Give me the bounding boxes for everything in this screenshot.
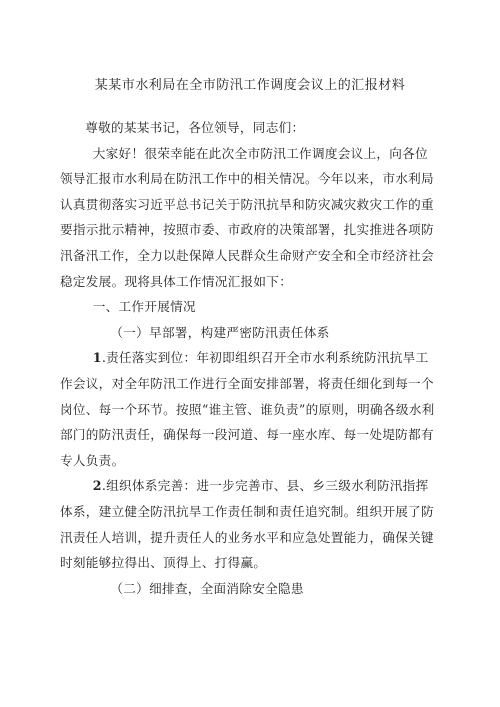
subsection-heading-1: （一）早部署，构建严密防汛责任体系 bbox=[110, 324, 330, 340]
list-item-2-text: .组织体系完善：进一步完善市、县、乡三级水利防汛指挥体系，建立健全防汛抗旱工作责任制和责任追究制。组织开展了防汛责任人培训，提升责任人的业务水平和应急处置能力，确保关键时刻能够拉得出、顶得上、打得赢。 bbox=[60, 478, 434, 571]
list-item-1 bbox=[60, 345, 440, 473]
document-body bbox=[60, 115, 440, 601]
list-item-2-number: 2 bbox=[92, 478, 102, 494]
document-title: 某某市水利局在全市防汛工作调度会议上的汇报材料 bbox=[94, 78, 406, 93]
salutation: 尊敬的某某书记，各位领导，同志们： bbox=[85, 120, 305, 135]
section-heading-1: 一、工作开展情况 bbox=[92, 299, 196, 315]
list-item-1-text: .责任落实到位：年初即组织召开全市水利系统防汛抗旱工作会议，对全年防汛工作进行全面安排部署，将责任细化到每一个岗位、每一个环节。按照“谁主管、谁负责”的原则，明确各级水利部门的防汛责任，确保每一段河道、每一座水库、每一处堤防都有专人负责。 bbox=[60, 350, 435, 468]
intro-paragraph: 大家好！很荣幸能在此次全市防汛工作调度会议上，向各位领导汇报市水利局在防汛工作中的相关情况。今年以来，市水利局认真贯彻落实习近平总书记关于防汛抗旱和防灾减灾救灾工作的重要指示批示精神，按照市委、市政府的决策部署，扎实推进各项防汛备汛工作，全力以赴保障人民群众生命财产安全和全市经济社会稳定发展。现将具体工作情况汇报如下： bbox=[60, 145, 434, 289]
list-item-1-number: 1 bbox=[92, 350, 102, 366]
subsection-heading-2: （二）细排查，全面消除安全隐患 bbox=[110, 580, 304, 596]
list-item-2 bbox=[60, 473, 440, 575]
